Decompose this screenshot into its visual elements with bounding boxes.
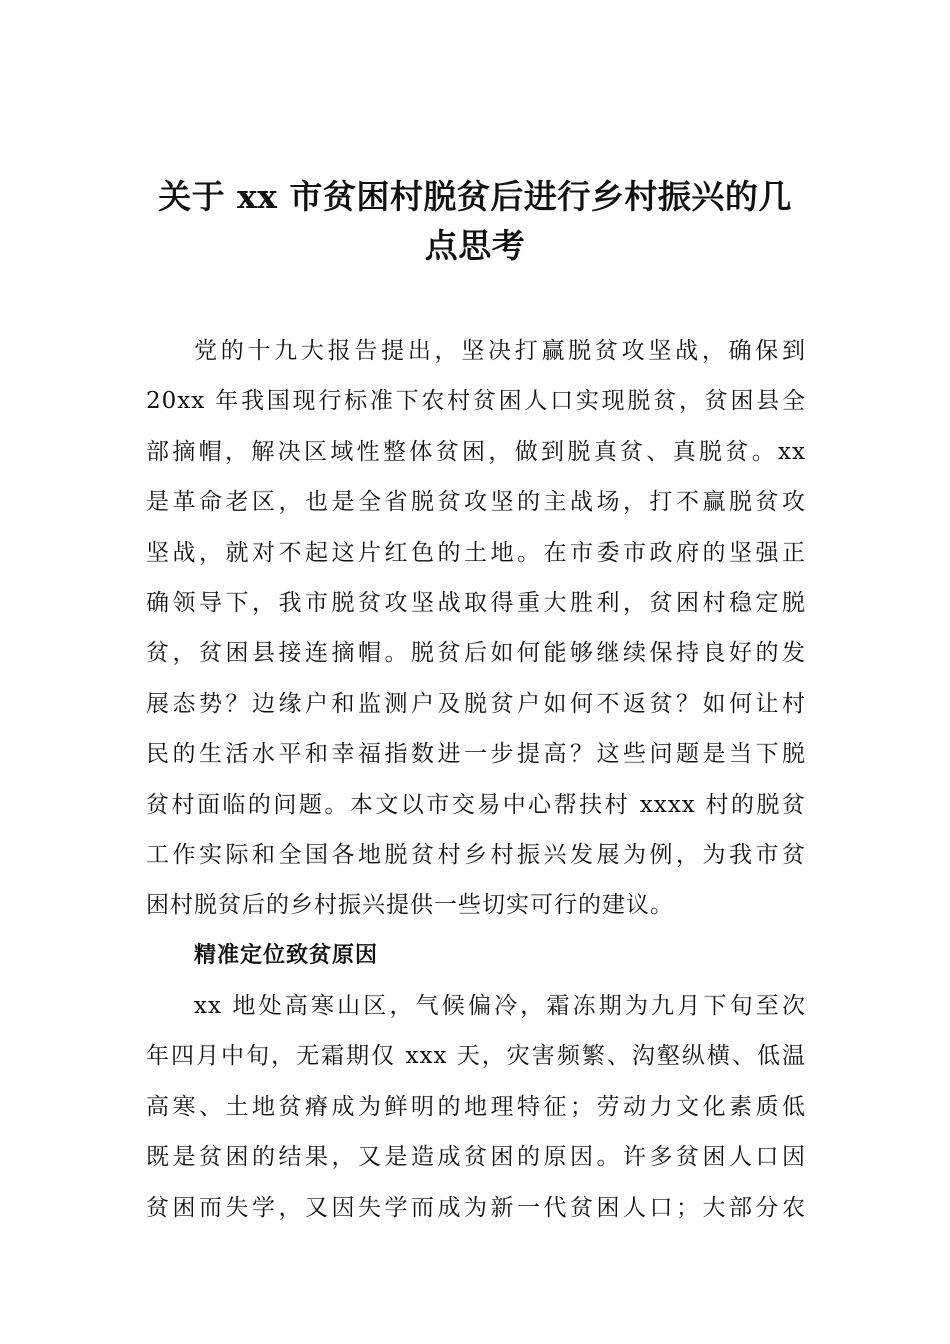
paragraph-causes [146, 981, 806, 1233]
paragraph-line: 20xx 年我国现行标准下农村贫困人口实现脱贫，贫困县全 [146, 388, 806, 415]
paragraph-line: 工作实际和全国各地脱贫村乡村振兴发展为例，为我市贫 [146, 841, 806, 868]
document-body [146, 326, 806, 1233]
paragraph-line: 展态势？边缘户和监测户及脱贫户如何不返贫？如何让村 [146, 690, 806, 717]
paragraph-line: 部摘帽，解决区域性整体贫困，做到脱真贫、真脱贫。xx [146, 438, 806, 465]
paragraph-line: 贫村面临的问题。本文以市交易中心帮扶村 xxxx 村的脱贫 [146, 791, 806, 818]
paragraph-line: 困村脱贫后的乡村振兴提供一些切实可行的建议。 [146, 892, 674, 919]
title-line: 点思考 [424, 226, 526, 265]
paragraph-line: 是革命老区，也是全省脱贫攻坚的主战场，打不赢脱贫攻 [146, 489, 806, 516]
paragraph-line: 贫困而失学，又因失学而成为新一代贫困人口；大部分农 [146, 1194, 806, 1221]
paragraph-intro [146, 326, 806, 931]
section-heading: 精准定位致贫原因 [194, 942, 379, 968]
paragraph-line: 既是贫困的结果，又是造成贫困的原因。许多贫困人口因 [146, 1144, 806, 1171]
paragraph-line: 年四月中旬，无霜期仅 xxx 天，灾害频繁、沟壑纵横、低温 [146, 1043, 806, 1070]
paragraph-line: 党的十九大报告提出，坚决打赢脱贫攻坚战，确保到 [194, 338, 806, 364]
paragraph-line: xx 地处高寒山区，气候偏冷，霜冻期为九月下旬至次 [194, 993, 806, 1020]
paragraph-line: 确领导下，我市脱贫攻坚战取得重大胜利，贫困村稳定脱 [146, 589, 806, 616]
document-title [120, 172, 830, 270]
paragraph-line: 民的生活水平和幸福指数进一步提高？这些问题是当下脱 [146, 741, 806, 768]
paragraph-line: 贫，贫困县接连摘帽。脱贫后如何能够继续保持良好的发 [146, 640, 806, 667]
paragraph-line: 高寒、土地贫瘠成为鲜明的地理特征；劳动力文化素质低 [146, 1093, 806, 1120]
title-line: 关于 xx 市贫困村脱贫后进行乡村振兴的几 [158, 177, 792, 216]
paragraph-line: 坚战，就对不起这片红色的土地。在市委市政府的坚强正 [146, 539, 806, 566]
